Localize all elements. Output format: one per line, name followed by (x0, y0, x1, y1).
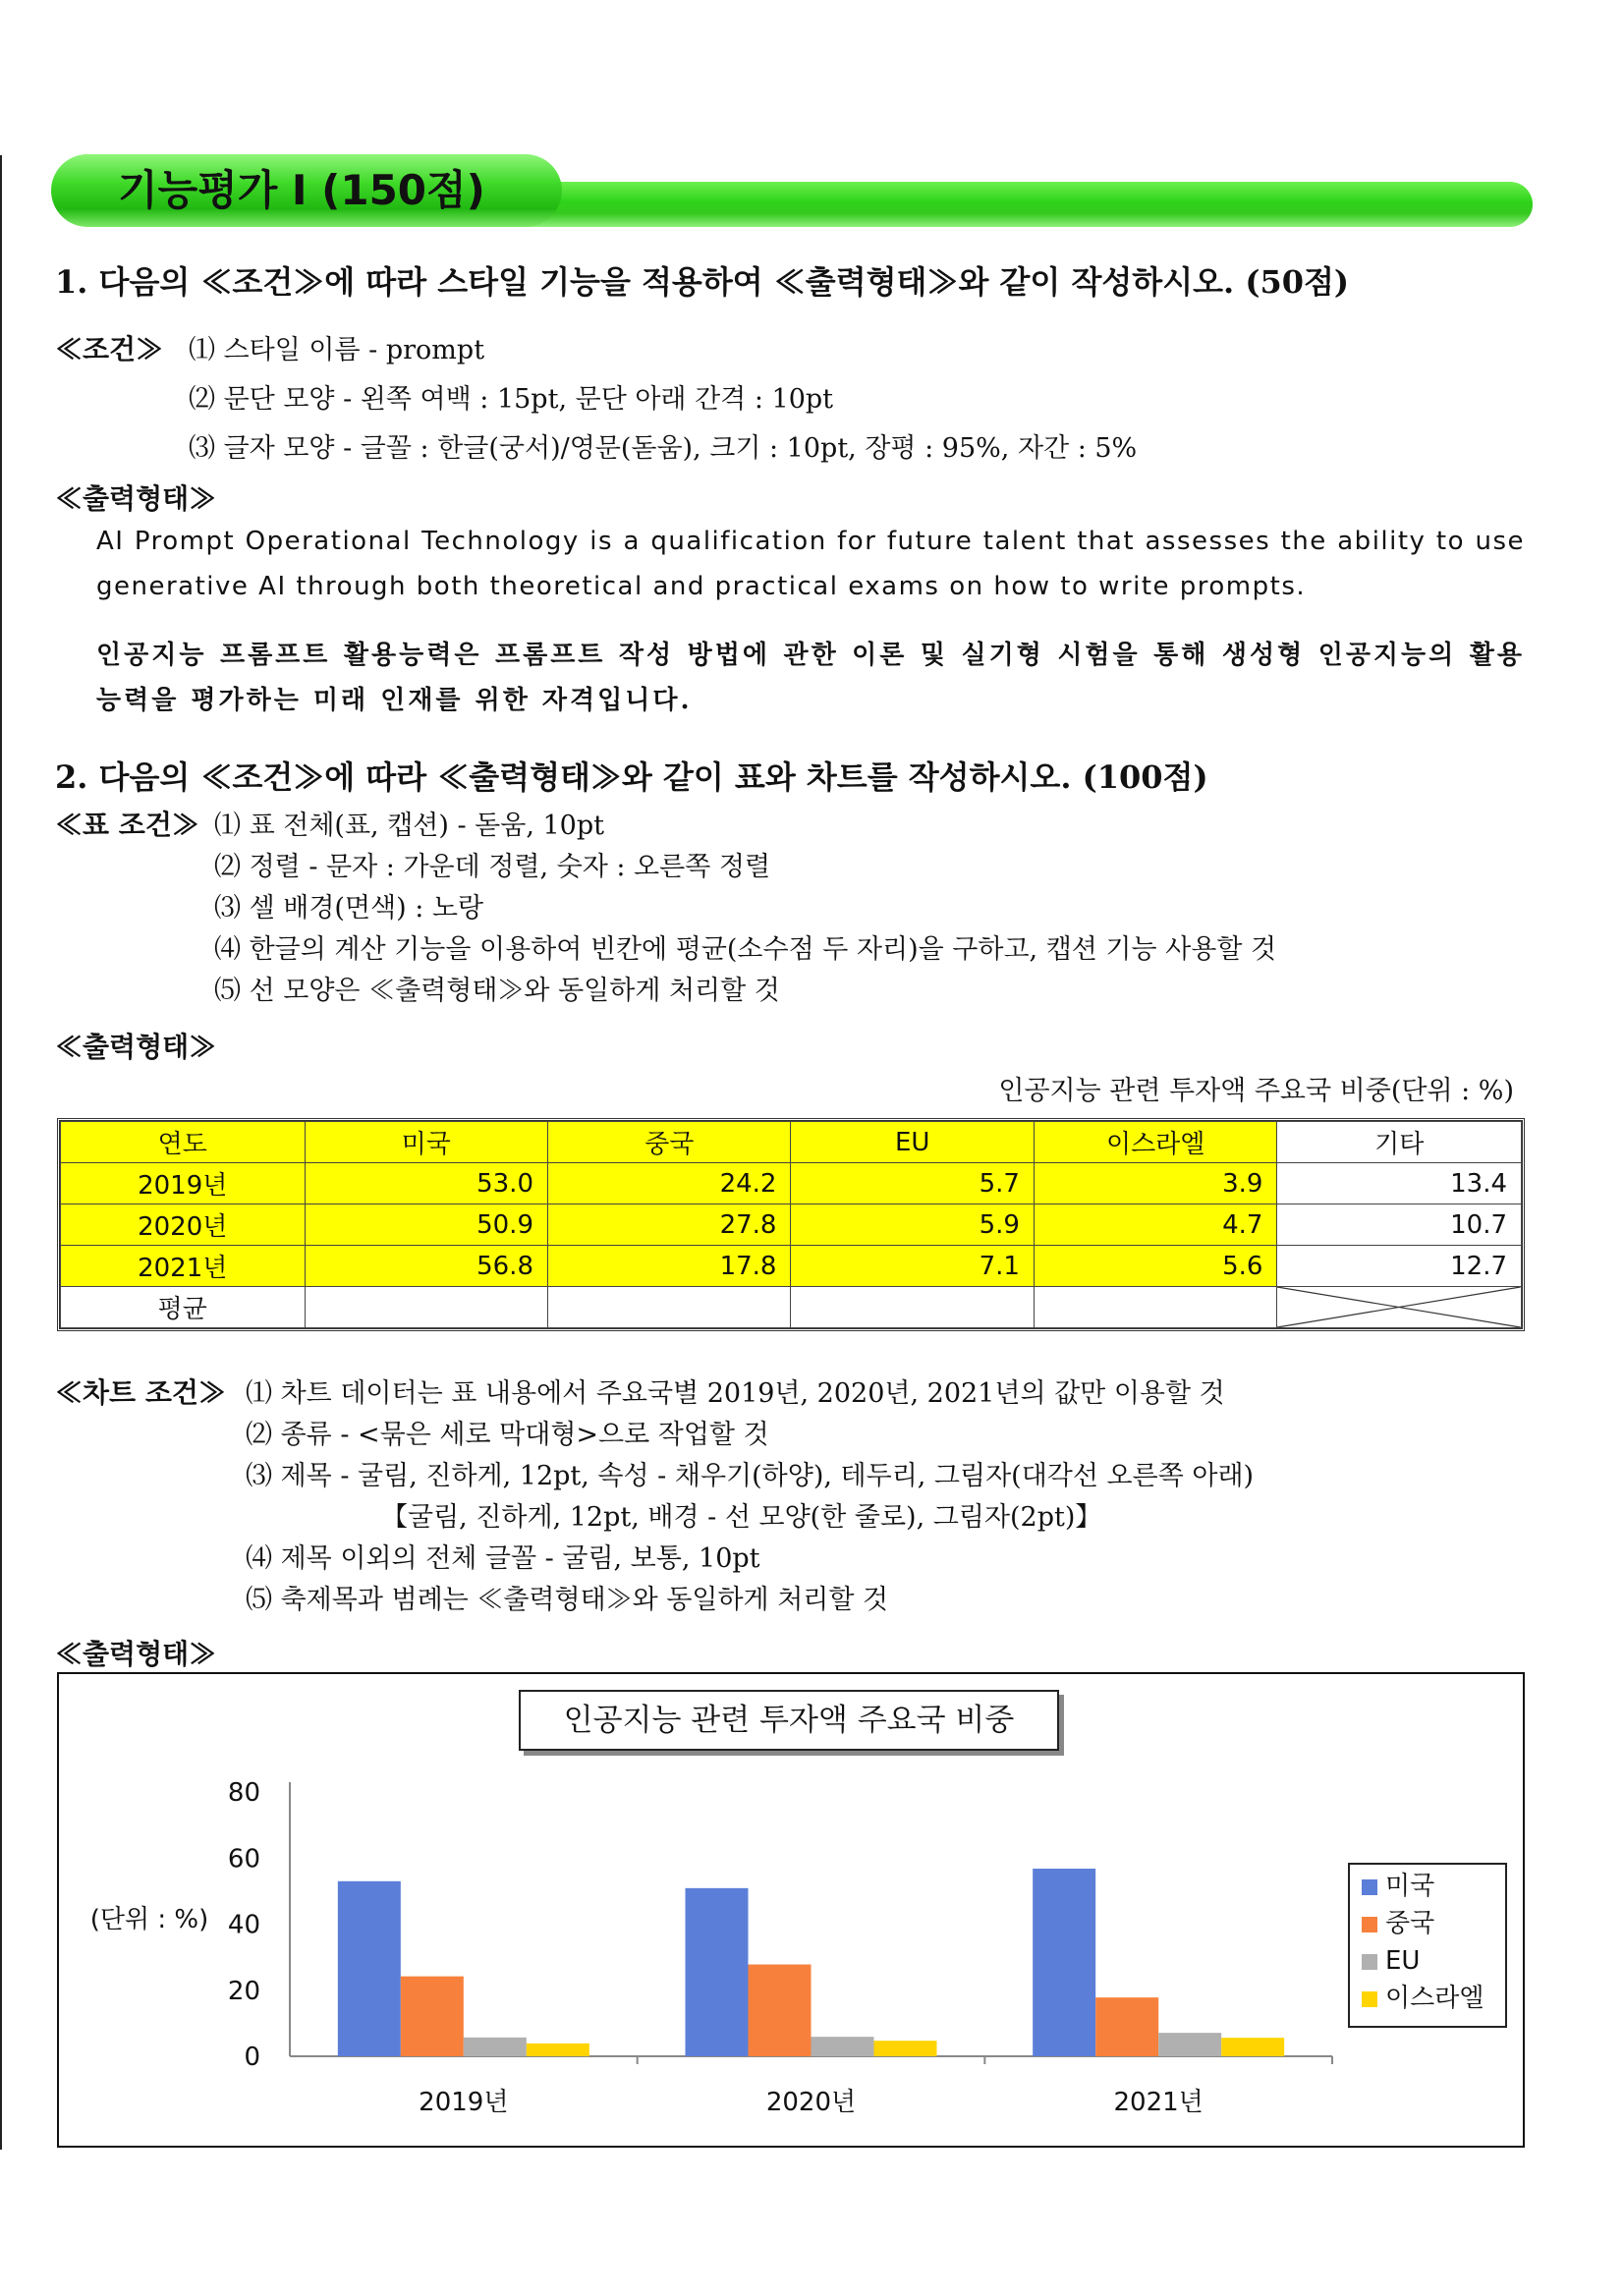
bar-미국-2020년 (686, 1888, 749, 2056)
legend-item (1362, 1943, 1420, 1979)
legend-item (1362, 1981, 1484, 2016)
legend-label: 이스라엘 (1385, 1984, 1484, 2013)
cell-eu: 5.7 (791, 1163, 1034, 1204)
bar-이스라엘-2019년 (527, 2044, 589, 2056)
q2-table-condition-2: ⑵ 정렬 - 문자 : 가운데 정렬, 숫자 : 오른쪽 정렬 (214, 852, 771, 882)
y-tick-label: 20 (227, 1976, 260, 2006)
q1-english-paragraph: AI Prompt Operational Technology is a qualification for future talent that assesses the ability to use generative AI through both theoretical and practical exams on how to write prompts. (96, 527, 1525, 601)
y-tick-label: 80 (227, 1778, 260, 1808)
table-caption: 인공지능 관련 투자액 주요국 비중(단위 : %) (998, 1076, 1514, 1106)
y-tick-label: 60 (227, 1844, 260, 1875)
q2-table-condition-label: ≪표 조건≫ (55, 809, 199, 841)
q2-chart-condition-4: ⑷ 제목 이외의 전체 글꼴 - 굴림, 보통, 10pt (246, 1543, 760, 1574)
section-title: 기능평가 Ⅰ (150점) (118, 166, 485, 214)
x-tick-label: 2021년 (1113, 2088, 1204, 2117)
q1-output-label: ≪출력형태≫ (55, 482, 217, 515)
cell-china: 27.8 (547, 1204, 790, 1246)
cell-eu: 7.1 (791, 1246, 1034, 1287)
x-tick-label: 2020년 (765, 2088, 857, 2117)
cell-israel: 3.9 (1034, 1163, 1276, 1204)
cell-other: 10.7 (1277, 1204, 1522, 1246)
cell-other: 13.4 (1277, 1163, 1522, 1204)
cell-china: 17.8 (547, 1246, 790, 1287)
cell-usa: 50.9 (305, 1204, 547, 1246)
bar-EU-2020년 (812, 2037, 874, 2056)
bar-중국-2020년 (749, 1965, 812, 2056)
q1-condition-2: ⑵ 문단 모양 - 왼쪽 여백 : 15pt, 문단 아래 간격 : 10pt (189, 384, 834, 415)
cell-year: 2019년 (61, 1163, 306, 1204)
x-tick-label: 2019년 (419, 2088, 509, 2117)
cell-israel: 5.6 (1034, 1246, 1276, 1287)
q2-chart-condition-2: ⑵ 종류 - <묶은 세로 막대형>으로 작업할 것 (246, 1420, 769, 1450)
question-2-heading: 2. 다음의 ≪조건≫에 따라 ≪출력형태≫와 같이 표와 차트를 작성하시오. (100점) (55, 758, 1208, 796)
legend-swatch (1362, 1879, 1377, 1895)
q1-korean-paragraph: 인공지능 프롬프트 활용능력은 프롬프트 작성 방법에 관한 이론 및 실기형 시험을 통해 생성형 인공지능의 활용능력을 평가하는 미래 인재를 위한 자격입니다. (96, 641, 1525, 715)
bar-이스라엘-2021년 (1221, 2038, 1284, 2056)
cell-average-label: 평균 (61, 1287, 306, 1328)
q2-table-condition-5: ⑸ 선 모양은 ≪출력형태≫와 동일하게 처리할 것 (214, 976, 780, 1006)
header-other: 기타 (1277, 1122, 1522, 1163)
bar-중국-2021년 (1095, 1997, 1158, 2056)
cell-eu: 5.9 (791, 1204, 1034, 1246)
q2-chart-condition-1: ⑴ 차트 데이터는 표 내용에서 주요국별 2019년, 2020년, 2021년의 값만 이용할 것 (246, 1378, 1225, 1409)
chart-legend (1348, 1863, 1507, 2028)
cell-china: 24.2 (547, 1163, 790, 1204)
q1-condition-3: ⑶ 글자 모양 - 글꼴 : 한글(궁서)/영문(돋움), 크기 : 10pt, 장평 : 95%, 자간 : 5% (189, 433, 1138, 464)
legend-label: 미국 (1385, 1872, 1435, 1901)
cell-israel: 4.7 (1034, 1204, 1276, 1246)
header-china: 중국 (547, 1122, 790, 1163)
cell-year: 2021년 (61, 1246, 306, 1287)
header-year: 연도 (61, 1122, 306, 1163)
bar-중국-2019년 (401, 1977, 464, 2056)
bar-미국-2019년 (338, 1881, 401, 2056)
q2-table-condition-1: ⑴ 표 전체(표, 캡션) - 돋움, 10pt (214, 811, 604, 841)
legend-item (1362, 1906, 1434, 1941)
cell-other: 12.7 (1277, 1246, 1522, 1287)
cell-usa: 53.0 (305, 1163, 547, 1204)
q2-chart-condition-3: ⑶ 제목 - 굴림, 진하게, 12pt, 속성 - 채우기(하양), 테두리, 그림자(대각선 오른쪽 아래) (246, 1461, 1255, 1491)
legend-label: EU (1385, 1946, 1421, 1976)
q2-chart-condition-3-note: 【굴림, 진하게, 12pt, 배경 - 선 모양(한 줄로), 그림자(2pt)】 (381, 1502, 1102, 1533)
bar-미국-2021년 (1033, 1869, 1095, 2056)
bar-EU-2019년 (464, 2038, 527, 2056)
y-tick-label: 0 (244, 2043, 260, 2072)
legend-swatch (1362, 1917, 1377, 1932)
cell-year: 2020년 (61, 1204, 306, 1246)
q2-chart-condition-5: ⑸ 축제목과 범례는 ≪출력형태≫와 동일하게 처리할 것 (246, 1585, 889, 1615)
question-1-heading: 1. 다음의 ≪조건≫에 따라 스타일 기능을 적용하여 ≪출력형태≫와 같이 작성하시오. (50점) (55, 263, 1350, 301)
cell-usa: 56.8 (305, 1246, 547, 1287)
bar-EU-2021년 (1158, 2033, 1221, 2056)
legend-swatch (1362, 1954, 1377, 1970)
q2-table-condition-3: ⑶ 셀 배경(면색) : 노랑 (214, 893, 484, 924)
q2-table-condition-4: ⑷ 한글의 계산 기능을 이용하여 빈칸에 평균(소수점 두 자리)을 구하고, 캡션 기능 사용할 것 (214, 934, 1277, 965)
y-axis-title: (단위 : %) (89, 1905, 209, 1934)
legend-swatch (1362, 1991, 1377, 2007)
y-tick-label: 40 (227, 1910, 260, 1940)
header-eu: EU (791, 1122, 1034, 1163)
q2-chart-output-label: ≪출력형태≫ (55, 1638, 217, 1670)
q1-condition-label: ≪조건≫ (55, 333, 164, 365)
legend-item (1362, 1869, 1434, 1904)
legend-label: 중국 (1385, 1909, 1435, 1938)
q2-output-label: ≪출력형태≫ (55, 1031, 217, 1063)
bar-이스라엘-2020년 (874, 2041, 937, 2056)
q2-chart-condition-label: ≪차트 조건≫ (55, 1376, 226, 1409)
chart-title: 인공지능 관련 투자액 주요국 비중 (519, 1690, 1059, 1751)
header-israel: 이스라엘 (1034, 1122, 1276, 1163)
q1-condition-1: ⑴ 스타일 이름 - prompt (189, 335, 485, 365)
header-usa: 미국 (305, 1122, 547, 1163)
